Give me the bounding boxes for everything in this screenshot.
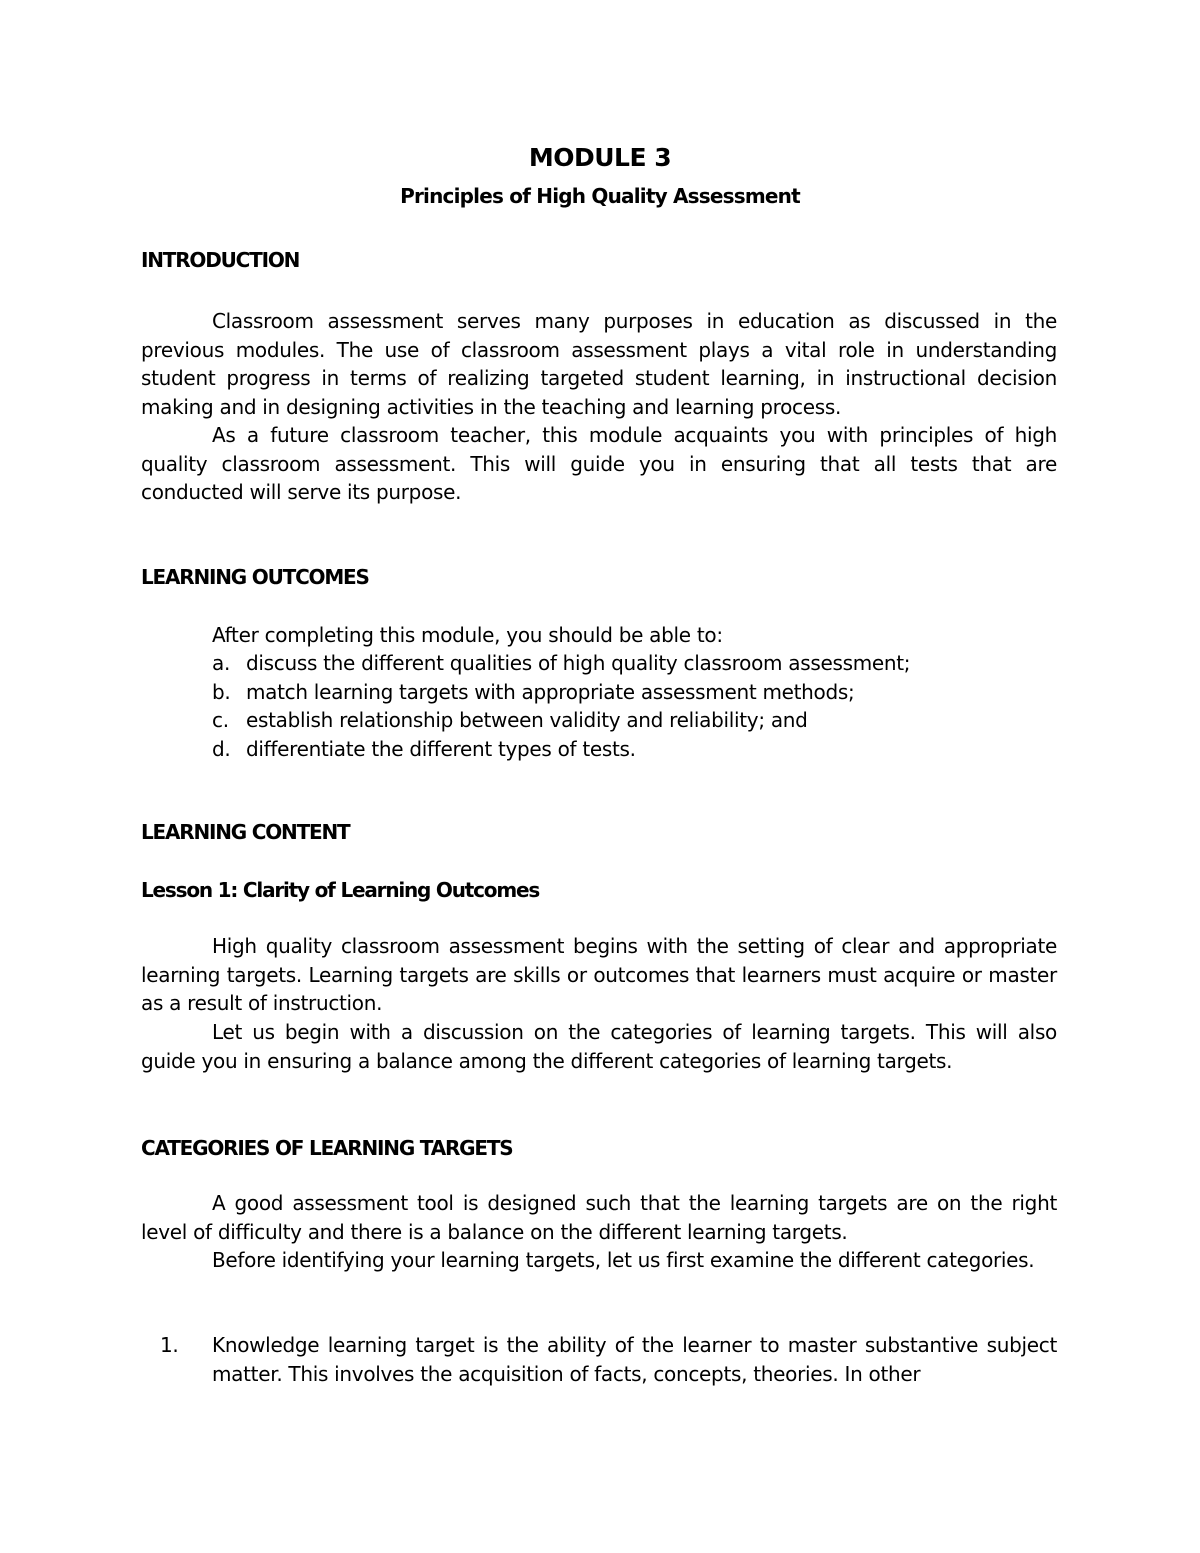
categories-paragraph-2-text: Before identifying your learning targets, let us first examine the different categories. [212, 1248, 1035, 1272]
categories-heading: CATEGORIES OF LEARNING TARGETS [141, 1136, 513, 1160]
learning-content-paragraph-2-text: Let us begin with a discussion on the categories of learning targets. This will also guide you in ensuring a balance among the different categories of learning targets. [141, 1020, 1057, 1073]
list-item [212, 649, 1057, 678]
list-item [212, 678, 1057, 707]
module-subtitle: Principles of High Quality Assessment [400, 184, 800, 208]
learning-outcomes-heading: LEARNING OUTCOMES [141, 565, 369, 589]
list-item-text: Knowledge learning target is the ability of the learner to master substantive subject matter. This involves the acquisition of facts, concepts, theories. In other [212, 1333, 1057, 1386]
learning-outcomes-intro-text: After completing this module, you should be able to: [212, 623, 723, 647]
introduction-paragraph-1-text: Classroom assessment serves many purposes in education as discussed in the previous modules. The use of classroom assessment plays a vital role in understanding student progress in terms of realizing targeted student learning, in instructional decision making and in designing activities in the teaching and learning process. [141, 309, 1057, 419]
learning-content-paragraph-2 [141, 1018, 1057, 1075]
categories-paragraph-1-text: A good assessment tool is designed such that the learning targets are on the right level of difficulty and there is a balance on the different learning targets. [141, 1191, 1057, 1244]
learning-content-paragraph-1 [141, 932, 1057, 1018]
list-item-text: discuss the different qualities of high quality classroom assessment; [246, 651, 911, 675]
list-marker: c. [212, 708, 229, 732]
categories-paragraph-2 [141, 1246, 1057, 1275]
learning-outcomes-intro [141, 621, 1057, 650]
list-marker: b. [212, 679, 231, 704]
list-marker: 1. [160, 1333, 179, 1357]
learning-outcomes-list [212, 649, 1057, 763]
list-item [160, 1331, 1057, 1388]
list-item [212, 735, 1057, 764]
lesson-heading: Lesson 1: Clarity of Learning Outcomes [141, 878, 540, 902]
module-title: MODULE 3 [528, 143, 672, 172]
list-item-text: differentiate the different types of tests. [246, 736, 636, 761]
list-item [212, 706, 1057, 735]
list-marker: d. [212, 736, 231, 761]
introduction-paragraph-2-text: As a future classroom teacher, this module acquaints you with principles of high quality classroom assessment. This will guide you in ensuring that all tests that are conducted will serve its purpose. [141, 423, 1057, 504]
learning-content-heading: LEARNING CONTENT [141, 820, 350, 844]
introduction-heading: INTRODUCTION [141, 248, 300, 272]
list-item-text: match learning targets with appropriate assessment methods; [246, 679, 855, 704]
list-marker: a. [212, 651, 231, 675]
learning-content-paragraph-1-text: High quality classroom assessment begins with the setting of clear and appropriate learning targets. Learning targets are skills or outcomes that learners must acquire or master as a result of instruction. [141, 934, 1057, 1015]
categories-list [160, 1331, 1057, 1388]
introduction-paragraph-2 [141, 421, 1057, 507]
categories-paragraph-1 [141, 1189, 1057, 1246]
list-item-text: establish relationship between validity and reliability; and [246, 708, 808, 732]
introduction-paragraph-1 [141, 307, 1057, 421]
